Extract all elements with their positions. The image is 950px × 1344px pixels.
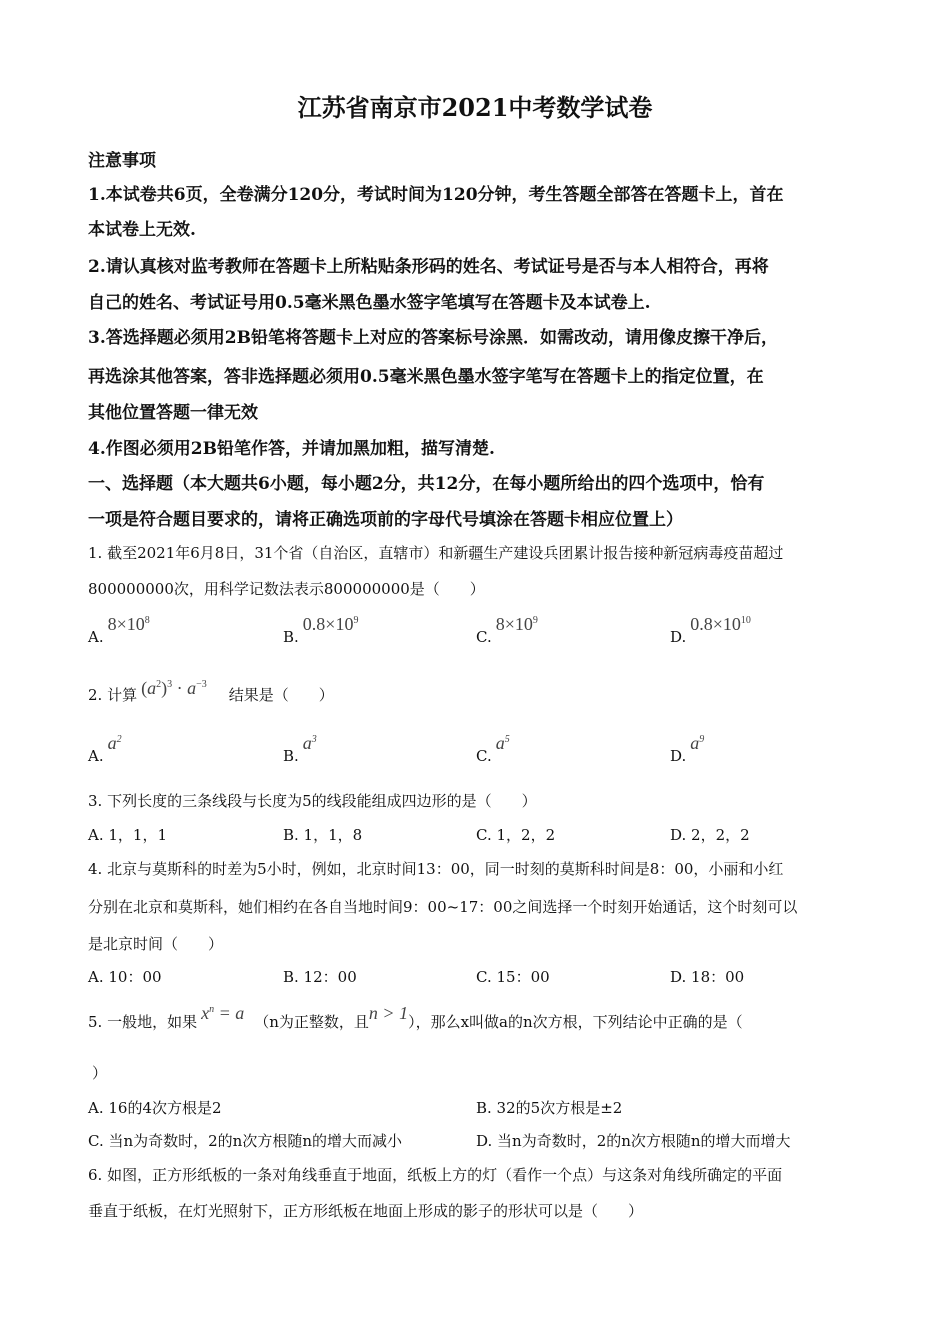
notice-line: 本试卷上无效. <box>88 220 196 240</box>
q2-option-c: $C.a^5$ <box>476 733 510 765</box>
q5-option-a: A. 16的4次方根是2 <box>88 1099 222 1117</box>
option-formula: $8\times 10^9$ <box>495 614 538 634</box>
q5-mid: （n为正整数，且 <box>254 1013 369 1031</box>
q3-option-b: B. 1，1，8 <box>283 826 363 844</box>
q1-option-a <box>88 614 150 646</box>
q6-text: 6. 如图，正方形纸板的一条对角线垂直于地面，纸板上方的灯（看作一个点）与这条对角线所确定的平面 <box>88 1166 783 1184</box>
q5-equation: $x^n = a$ <box>201 1003 245 1023</box>
option-label: A. <box>88 628 104 646</box>
notice-line: 自己的姓名、考试证号用0.5毫米黑色墨水签字笔填写在答题卡及本试卷上. <box>88 293 651 313</box>
q1-text: 800000000次，用科学记数法表示800000000是（ ） <box>88 580 485 598</box>
q2-text <box>88 678 334 704</box>
option-formula: $8\times 10^8$ <box>107 614 150 634</box>
q4-text: 分别在北京和莫斯科，她们相约在各自当地时间9：00~17：00之间选择一个时刻开始通话，这个时刻可以 <box>88 898 798 916</box>
notice-line: 4.作图必须用2B铅笔作答，并请加黑加粗，描写清楚. <box>88 439 495 459</box>
notice-line: 再选涂其他答案，答非选择题必须用0.5毫米黑色墨水签字笔写在答题卡上的指定位置，在 <box>88 367 764 387</box>
notice-line: 1.本试卷共6页，全卷满分120分，考试时间为120分钟，考生答题全部答在答题卡上，首在 <box>88 185 784 205</box>
q3-option-c: C. 1，2，2 <box>476 826 556 844</box>
option-label: C. <box>476 628 492 646</box>
q2-option-a: $A.a^2$ <box>88 733 122 765</box>
q4-text: 是北京时间（ ） <box>88 935 224 953</box>
option-formula: $0.8\times 10^{10}$ <box>690 614 751 634</box>
q4-option-c: C. 15：00 <box>476 968 550 986</box>
notice-line: 2.请认真核对监考教师在答题卡上所粘贴条形码的姓名、考试证号是否与本人相符合，再将 <box>88 257 769 277</box>
q4-option-d: D. 18：00 <box>670 968 745 986</box>
q1-text: 1. 截至2021年6月8日，31个省（自治区，直辖市）和新疆生产建设兵团累计报告接种新冠病毒疫苗超过 <box>88 544 784 562</box>
q3-text: 3. 下列长度的三条线段与长度为5的线段能组成四边形的是（ ） <box>88 792 537 810</box>
q5-mid: ），那么x叫做a的n次方根，下列结论中正确的是（ <box>408 1013 743 1031</box>
option-label: D. <box>670 628 687 646</box>
option-formula: $a^9$ <box>690 733 705 753</box>
section-heading: 一、选择题（本大题共6小题，每小题2分，共12分，在每小题所给出的四个选项中，恰有 <box>88 474 765 494</box>
q1-option-b <box>283 614 359 646</box>
q4-option-b: B. 12：00 <box>283 968 357 986</box>
q1-option-c <box>476 614 538 646</box>
q2-expression: $(a^2)^3 \cdot a^{-3}$ <box>141 678 207 698</box>
option-formula: $a^3$ <box>302 733 317 753</box>
q2-suffix: 结果是（ ） <box>228 686 334 704</box>
notice-line: 3.答选择题必须用2B铅笔将答题卡上对应的答案标号涂黑．如需改动，请用像皮擦干净后， <box>88 328 778 348</box>
q3-option-d: D. 2，2，2 <box>670 826 750 844</box>
q5-option-b: B. 32的5次方根是±2 <box>476 1099 623 1117</box>
q5-text <box>88 1003 743 1031</box>
q4-option-a: A. 10：00 <box>88 968 162 986</box>
q3-option-a: A. 1，1，1 <box>88 826 167 844</box>
q2-option-b: $B.a^3$ <box>283 733 317 765</box>
q5-option-d: D. 当n为奇数时，2的n次方根随n的增大而增大 <box>476 1132 791 1150</box>
q4-text: 4. 北京与莫斯科的时差为5小时，例如，北京时间13：00，同一时刻的莫斯科时间是8：00，小丽和小红 <box>88 860 784 878</box>
q5-text-cont: ） <box>92 1064 108 1082</box>
q2-option-d: $D.a^9$ <box>670 733 705 765</box>
q1-option-d <box>670 614 751 646</box>
option-formula: $a^2$ <box>107 733 122 753</box>
option-formula: $a^5$ <box>495 733 510 753</box>
option-formula: $0.8\times 10^9$ <box>302 614 359 634</box>
q5-prefix: 5. 一般地，如果 <box>88 1013 198 1031</box>
q2-prefix: 2. 计算 <box>88 686 138 704</box>
q5-option-c: C. 当n为奇数时，2的n次方根随n的增大而减小 <box>88 1132 403 1150</box>
page-title: 江苏省南京市2021中考数学试卷 <box>297 93 653 122</box>
section-heading-cont: 一项是符合题目要求的，请将正确选项前的字母代号填涂在答题卡相应位置上） <box>88 510 683 530</box>
notice-line: 其他位置答题一律无效 <box>88 403 258 423</box>
q6-text: 垂直于纸板，在灯光照射下，正方形纸板在地面上形成的影子的形状可以是（ ） <box>88 1202 644 1220</box>
notice-heading: 注意事项 <box>88 151 156 171</box>
option-label: B. <box>283 628 299 646</box>
q5-condition: n > 1 <box>368 1003 409 1023</box>
